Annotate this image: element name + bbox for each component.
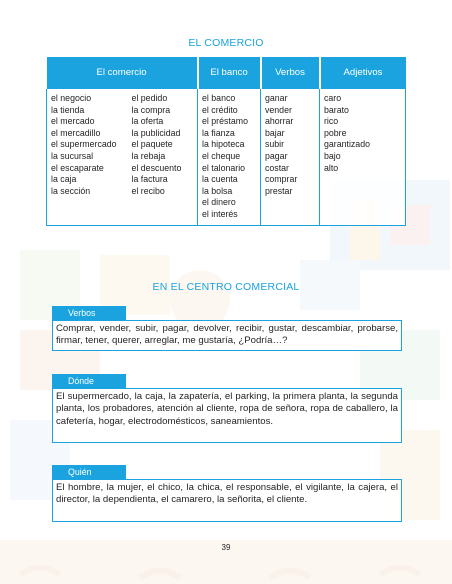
donde-box: El supermercado, la caja, la zapatería, el parking, la primera planta, la segunda planta, los probadores, atención al cliente, ropa de señora, ropa de caballero, la cafetería, hogar, electrodomésticos, saneamientos. xyxy=(52,388,402,443)
table-cell-word: barato xyxy=(324,104,349,115)
header-banco: El banco xyxy=(198,57,261,89)
table-cell-word: la hipoteca xyxy=(202,139,245,150)
table-cell-word: el mercadillo xyxy=(51,127,101,138)
table-cell-word: el supermercado xyxy=(51,139,117,150)
table-cell-word: subir xyxy=(265,139,285,150)
table-cell-word: costar xyxy=(265,162,289,173)
table-cell-word: rico xyxy=(324,116,339,127)
table-cell-word: la compra xyxy=(131,104,171,115)
section-title: EN EL CENTRO COMERCIAL xyxy=(152,281,300,293)
table-cell-word: la cuenta xyxy=(202,174,238,185)
table-cell-word: el pedido xyxy=(131,93,168,103)
table-cell-word: garantizado xyxy=(324,139,370,150)
column-verbos xyxy=(261,89,320,225)
table-cell-word: el crédito xyxy=(202,104,238,115)
table-cell-word: el dinero xyxy=(202,197,236,208)
column-adjetivos xyxy=(320,89,406,225)
table-cell-word: pobre xyxy=(324,127,347,138)
page-number: 39 xyxy=(221,543,231,552)
quien-box: El hombre, la mujer, el chico, la chica, el responsable, el vigilante, la cajera, el director, la dependienta, el camarero, la señorita, el cliente. xyxy=(52,479,402,522)
table-cell-word: la bolsa xyxy=(202,185,233,196)
column-comercio-a xyxy=(47,89,128,225)
table-cell-word: ganar xyxy=(265,93,288,103)
table-cell-word: pagar xyxy=(265,150,288,161)
table-cell-word: bajo xyxy=(324,150,341,161)
quien-tag: Quién xyxy=(52,465,126,479)
header-verbos: Verbos xyxy=(261,57,320,89)
table-cell-word: el descuento xyxy=(131,162,182,173)
table-cell-word: comprar xyxy=(265,174,298,185)
table-cell-word: ahorrar xyxy=(265,116,294,127)
donde-tag: Dónde xyxy=(52,374,126,388)
verbos-tag: Verbos xyxy=(52,306,126,320)
table-cell-word: la fianza xyxy=(202,127,235,138)
table-cell-word: la sección xyxy=(51,185,91,196)
table-cell-word: la tienda xyxy=(51,104,85,115)
page-title: EL COMERCIO xyxy=(188,37,264,49)
table-cell-word: el talonario xyxy=(202,162,246,173)
table-cell-word: caro xyxy=(324,93,342,103)
table-cell-word: alto xyxy=(324,162,339,173)
table-cell-word: el negocio xyxy=(51,93,92,103)
table-cell-word: el préstamo xyxy=(202,116,248,127)
table-cell-word: el recibo xyxy=(131,185,165,196)
table-cell-word: el escaparate xyxy=(51,162,104,173)
table-cell-word: el interés xyxy=(202,208,238,219)
header-adjetivos: Adjetivos xyxy=(320,57,406,89)
table-cell-word: la rebaja xyxy=(131,150,166,161)
column-banco xyxy=(198,89,261,225)
table-cell-word: el paquete xyxy=(131,139,173,150)
table-cell-word: la sucursal xyxy=(51,150,94,161)
table-cell-word: prestar xyxy=(265,185,293,196)
table-cell-word: la factura xyxy=(131,174,168,185)
vocabulary-table xyxy=(46,57,406,226)
table-cell-word: bajar xyxy=(265,127,285,138)
table-cell-word: el banco xyxy=(202,93,236,103)
header-comercio: El comercio xyxy=(47,57,198,89)
verbos-box: Comprar, vender, subir, pagar, devolver, recibir, gustar, descambiar, probarse, firmar, tener, querer, arreglar, me gustaría, ¿Podría…? xyxy=(52,320,402,351)
table-cell-word: la publicidad xyxy=(131,127,181,138)
table-cell-word: la oferta xyxy=(131,116,164,127)
column-comercio-b xyxy=(128,89,198,225)
table-cell-word: el cheque xyxy=(202,150,241,161)
table-cell-word: vender xyxy=(265,104,292,115)
table-cell-word: la caja xyxy=(51,174,77,185)
table-cell-word: el mercado xyxy=(51,116,95,127)
